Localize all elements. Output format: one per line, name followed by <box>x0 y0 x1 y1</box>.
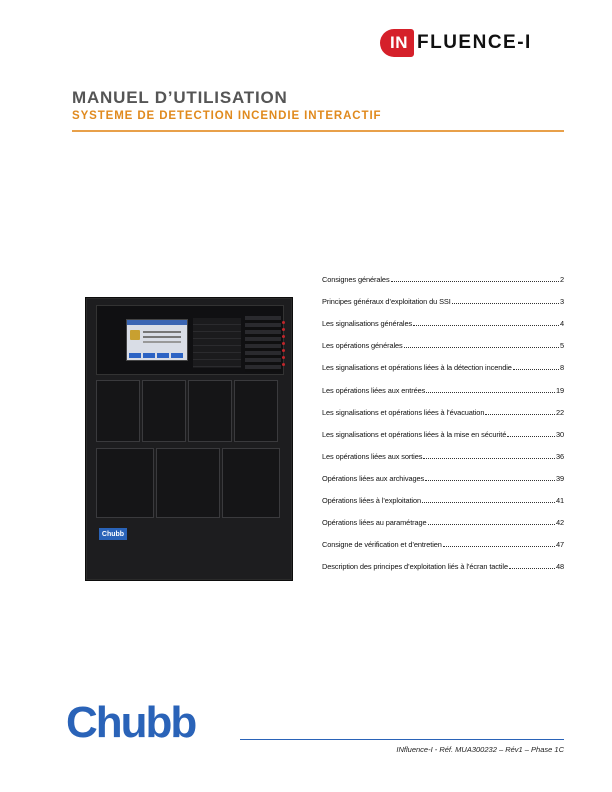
toc-leader-dots <box>422 501 555 503</box>
toc-entry-title: Consignes générales <box>322 275 390 284</box>
toc-entry-title: Les signalisations et opérations liées à l’évacuation <box>322 407 485 417</box>
toc-entry-page: 47 <box>555 540 564 550</box>
panel-button-column <box>193 318 241 368</box>
panel-touchscreen <box>126 319 188 361</box>
toc-entry-title: Les opérations générales <box>322 341 403 351</box>
toc-entry <box>322 360 564 372</box>
fire-panel-photo <box>85 297 293 581</box>
toc-entry-title: Opérations liées au paramétrage <box>322 518 427 528</box>
panel-module-slot <box>188 380 232 442</box>
toc-entry-title: Les opérations liées aux entrées <box>322 385 426 395</box>
toc-entry-title: Les signalisations générales <box>322 319 413 329</box>
logo-wordmark: FLUENCE-I <box>417 32 532 53</box>
toc-entry <box>322 405 564 417</box>
toc-leader-dots <box>428 523 555 525</box>
toc-leader-dots <box>426 391 555 393</box>
toc-leader-dots <box>452 302 559 304</box>
toc-entry-page: 19 <box>555 385 564 395</box>
toc-entry-page: 48 <box>555 562 564 572</box>
toc-entry <box>322 559 564 571</box>
toc-entry-page: 22 <box>555 407 564 417</box>
toc-entry-page: 3 <box>559 297 564 307</box>
document-title: MANUEL D’UTILISATION <box>72 88 288 107</box>
toc-leader-dots <box>404 346 559 348</box>
toc-leader-dots <box>509 567 555 569</box>
toc-entry <box>322 449 564 461</box>
toc-entry-title: Consigne de vérification et d’entretien <box>322 540 442 550</box>
toc-entry-page: 42 <box>555 518 564 528</box>
panel-chubb-logo: Chubb <box>99 528 127 540</box>
panel-module-slot <box>234 380 278 442</box>
toc-leader-dots <box>423 457 555 459</box>
title-divider <box>72 130 564 132</box>
toc-leader-dots <box>485 413 555 415</box>
panel-module-slot <box>96 448 154 518</box>
toc-entry-title: Opérations liées aux archivages <box>322 473 425 483</box>
toc-entry <box>322 471 564 483</box>
toc-entry-page: 5 <box>559 341 564 351</box>
influence-logo <box>380 28 532 58</box>
toc-leader-dots <box>425 479 555 481</box>
panel-module-slot <box>222 448 280 518</box>
toc-entry <box>322 272 564 284</box>
panel-control-area <box>96 305 284 375</box>
toc-entry-title: Description des principes d’exploitation liés à l’écran tactile <box>322 562 508 572</box>
toc-entry-page: 39 <box>555 473 564 483</box>
toc-leader-dots <box>513 368 559 370</box>
toc-entry-title: Les opérations liées aux sorties <box>322 451 423 461</box>
toc-entry <box>322 537 564 549</box>
toc-entry-page: 30 <box>555 429 564 439</box>
chubb-logo: Chubb <box>66 698 196 747</box>
toc-entry-page: 2 <box>559 275 564 284</box>
toc-entry-page: 41 <box>555 496 564 505</box>
toc-entry <box>322 294 564 306</box>
panel-module-slot <box>142 380 186 442</box>
toc-leader-dots <box>413 324 559 326</box>
panel-module-slot <box>156 448 220 518</box>
toc-entry-title: Principes généraux d’exploitation du SSI <box>322 297 451 307</box>
toc-entry-page: 8 <box>559 363 564 373</box>
document-subtitle: SYSTEME DE DETECTION INCENDIE INTERACTIF <box>72 110 382 122</box>
toc-entry-title: Opérations liées à l’exploitation <box>322 496 421 505</box>
toc-entry <box>322 316 564 328</box>
panel-module-slot <box>96 380 140 442</box>
footer-divider <box>240 739 564 740</box>
warning-icon <box>130 330 140 340</box>
document-reference: INfluence-I - Réf. MUA300232 – Rév1 – Phase 1C <box>396 745 564 754</box>
toc-entry-title: Les signalisations et opérations liées à la détection incendie <box>322 363 512 373</box>
toc-entry <box>322 515 564 527</box>
toc-entry <box>322 493 564 505</box>
toc-entry <box>322 383 564 395</box>
logo-badge: IN <box>380 29 414 57</box>
toc-leader-dots <box>391 280 559 282</box>
panel-led-column <box>245 316 281 372</box>
toc-leader-dots <box>507 435 555 437</box>
toc-entry <box>322 427 564 439</box>
toc-entry-title: Les signalisations et opérations liées à la mise en sécurité <box>322 429 507 439</box>
toc-leader-dots <box>443 545 555 547</box>
toc-entry <box>322 338 564 350</box>
toc-entry-page: 4 <box>559 319 564 329</box>
toc-entry-page: 36 <box>555 451 564 461</box>
